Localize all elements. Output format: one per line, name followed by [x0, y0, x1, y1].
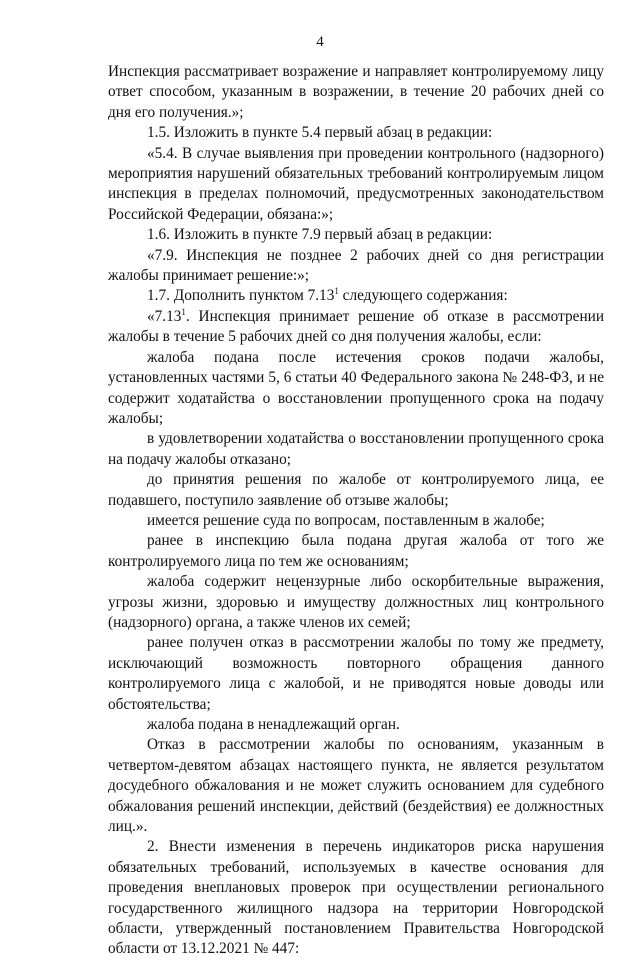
paragraph-clause-7-9: «7.9. Инспекция не позднее 2 рабочих дней со дня регистрации жалобы принимает решение:»;	[108, 246, 604, 285]
paragraph-response-term: Инспекция рассматривает возражение и направляет контролируемому лицу ответ способом, указанным в возражении, в течение 20 рабочих дней со дня его получения.»;	[108, 63, 604, 121]
paragraph-ground-repeat: ранее получен отказ в рассмотрении жалобы по тому же предмету, исключающий возможность повторного обращения данного контролируемого лица с жалобой, и не приводятся новые доводы или обстоятельства;	[108, 634, 604, 713]
paragraph-ground-petition-denied: в удовлетворении ходатайства о восстановлении пропущенного срока на подачу жалобы отказано;	[108, 430, 604, 468]
paragraph-ground-duplicate: ранее в инспекцию была подана другая жалоба от того же контролируемого лица по тем же основаниям;	[108, 532, 604, 570]
paragraph-item-1-6: 1.6. Изложить в пункте 7.9 первый абзац в редакции:	[147, 226, 493, 244]
clause-7-13-text-end: . Инспекция принимает решение об отказе в рассмотрении жалобы в течение 5 рабочих дней со дня получения жалобы, если:	[108, 307, 604, 346]
paragraph-ground-late-complaint: жалоба подана после истечения сроков подачи жалобы, установленных частями 5, 6 статьи 40 Федерального закона № 248-ФЗ, и не содержит ходатайства о восстановлении пропущенного срока на подачу жалобы;	[108, 348, 604, 427]
paragraph-clause-7-13-1	[108, 307, 604, 348]
paragraph-refusal-effect: Отказ в рассмотрении жалобы по основаниям, указанным в четвертом-девятом абзацах настоящего пункта, не является результатом досудебного обжалования и не может служить основанием для судебного обжалования решений инспекции, действий (бездействия) ее должностных лиц.».	[108, 736, 604, 836]
page-number: 4	[316, 34, 324, 50]
paragraph-ground-wrong-body: жалоба подана в ненадлежащий орган.	[147, 716, 400, 733]
paragraph-ground-offensive: жалоба содержит нецензурные либо оскорбительные выражения, угрозы жизни, здоровью и имуществу должностных лиц контрольного (надзорного) органа, а также членов их семей;	[108, 573, 604, 631]
paragraph-ground-withdrawal: до принятия решения по жалобе от контролируемого лица, ее подавшего, поступило заявление об отзыве жалобы;	[108, 471, 604, 509]
paragraph-item-1-7	[108, 286, 604, 306]
clause-7-13-superscript: 1	[181, 306, 186, 317]
item-1-7-text-end: следующего содержания:	[338, 287, 508, 305]
item-1-7-superscript: 1	[334, 286, 339, 297]
document-body	[108, 62, 604, 960]
item-1-7-text: 1.7. Дополнить пунктом 7.13	[147, 287, 335, 305]
paragraph-ground-court-decision: имеется решение суда по вопросам, поставленным в жалобе;	[147, 511, 545, 529]
paragraph-item-2: 2. Внести изменения в перечень индикаторов риска нарушения обязательных требований, используемых в качестве основания для проведения внеплановых проверок при осуществлении регионального государственного жилищного надзора на территории Новгородской области, утвержденный постановлением Правительства Новгородской области от 13.12.2021 № 447:	[108, 838, 604, 958]
clause-7-13-text: «7.13	[147, 307, 182, 325]
paragraph-clause-5-4: «5.4. В случае выявления при проведении контрольного (надзорного) мероприятия нарушений обязательных требований контролируемым лицом инспекция в пределах полномочий, предусмотренных законодательством Российской Федерации, обязана:»;	[108, 144, 604, 223]
paragraph-item-1-5: 1.5. Изложить в пункте 5.4 первый абзац в редакции:	[147, 124, 493, 142]
